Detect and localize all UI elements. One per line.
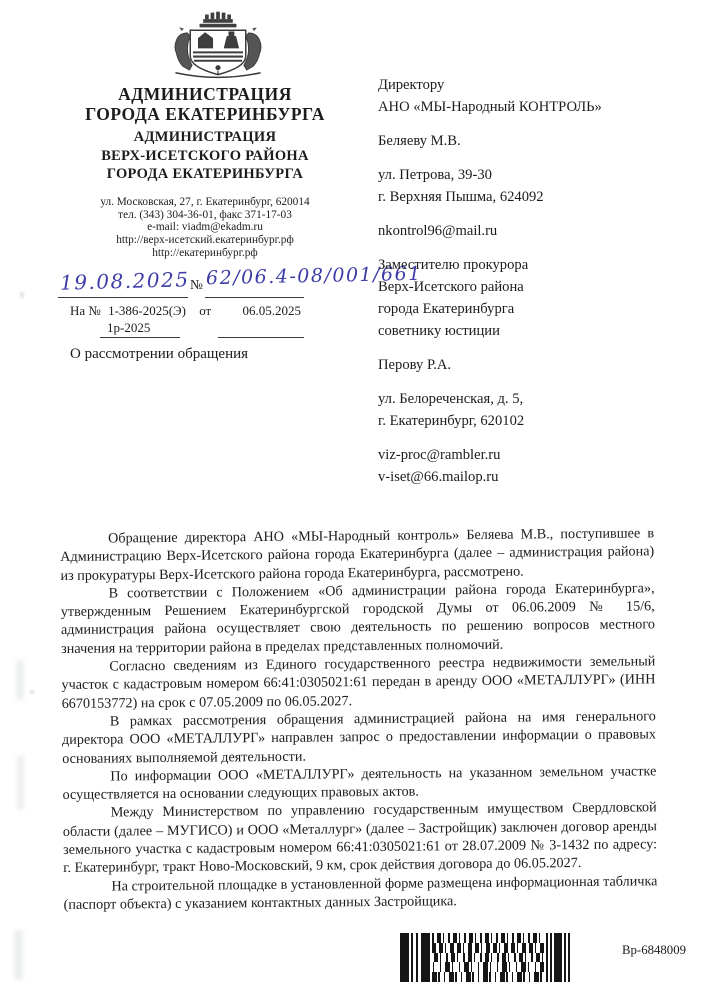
recipient-line: Перову Р.А. [378,357,452,373]
recipient-line: г. Екатеринбург, 620102 [378,413,525,429]
body-paragraph: Между Министерством по управлению государственным имуществом Свердловской области (далее – МУГИСО) и ООО «Металлург» (далее – Застройщик) заключен договор аренды земельного участка с кадастровым номером 66:41:0305021:61 от 28.07.2009 № 3-1432 по адресу: г. Екатеринбург, тракт Ново-Московский, 9 км, срок действия договора до 06.05.2027. [62,799,658,877]
letterhead-contacts [40,196,370,260]
letterhead-email: e-mail: viadm@ekadm.ru [147,221,263,234]
letterhead-address: ул. Московская, 27, г. Екатеринбург, 620014 [100,196,310,208]
number-sign: № [190,277,203,292]
barcode-start-pattern [400,933,432,982]
letter-body [60,524,658,914]
subject-line: О рассмотрении обращения [70,346,249,362]
scan-speck [20,292,24,298]
body-paragraph: По информации ООО «МЕТАЛЛУРГ» деятельность на указанном земельном участке осуществляется на основании следующих правовых актов. [62,763,657,804]
barcode-stop-pattern [544,933,570,982]
coat-of-arms-icon [143,8,293,82]
reply-number-second: 1р-2025 [107,320,151,335]
recipients-block [378,74,703,488]
from-label: от [199,303,212,318]
recipient-blank [378,376,703,388]
recipient-line: г. Верхняя Пышма, 624092 [378,189,544,205]
scan-speck [30,690,34,694]
recipient-line: Верх-Исетского района [378,279,524,295]
recipient-email: nkontrol96@mail.ru [378,223,498,239]
org-district-line2: ВЕРХ-ИСЕТСКОГО РАЙОНА [101,147,309,164]
body-paragraph: Обращение директора АНО «МЫ-Народный контроль» Беляева М.В., поступившее в Администрацию Верх-Исетского района города Екатеринбурга (далее – администрация района) из прокуратуры Верх-Исетского района города Екатеринбурга, рассмотрено. [60,525,655,584]
reply-label: На № [70,303,101,318]
recipient-line: советнику юстиции [378,323,500,339]
org-district-line3: ГОРОДА ЕКАТЕРИНБУРГА [106,166,304,182]
document-code: Вр-6848009 [622,943,686,957]
reply-date: 06.05.2025 [242,303,301,318]
recipient-blank [378,118,703,130]
body-paragraph: В соответствии с Положением «Об администрации района города Екатеринбурга», утвержденным Решением Екатеринбургской городской Думы от 06.06.2009 № 15/6, администрация района осуществляет свою деятельность по решению вопросов местного значения на территории района в пределах представленных полномочий. [60,580,656,657]
recipient-email: viz-proc@rambler.ru [378,447,501,463]
recipient-line: Беляеву М.В. [378,133,461,149]
recipient-blank [378,432,703,444]
letterhead-phone: тел. (343) 304-36-01, факс 371-17-03 [118,208,292,221]
pdf417-barcode-icon [400,933,570,982]
body-paragraph: На строительной площадке в установленной форме размещена информационная табличка (паспорт объекта) с указанием контактных данных Застройщика. [63,872,658,913]
recipient-line: города Екатеринбурга [378,301,515,317]
recipient-line: ул. Белореченская, д. 5, [378,391,524,407]
org-city-title [40,84,370,124]
recipient-blank [378,152,703,164]
recipient-blank [378,342,703,354]
recipient-line: ул. Петрова, 39-30 [378,167,492,183]
reply-number: 1-386-2025(Э) [108,303,186,318]
date-underline [58,297,188,298]
number-underline [205,297,304,298]
scan-smudge [16,660,24,700]
org-city-line2: ГОРОДА ЕКАТЕРИНБУРГА [85,104,325,124]
recipient-line: Директору [378,77,445,93]
incoming-reference-row [70,303,301,319]
scan-smudge [17,755,24,810]
body-paragraph: В рамках рассмотрения обращения администрацией района на имя генерального директора ООО «МЕТАЛЛУРГ» направлен запрос о предоставлении информации о правовых основаниях выполняемой деятельности. [61,708,657,767]
recipient-blank [378,242,703,254]
recipient-line: АНО «МЫ-Народный КОНТРОЛЬ» [378,99,602,115]
scan-smudge [14,930,23,980]
letterhead-site2: http://екатеринбург.рф [152,246,258,259]
letterhead-site1: http://верх-исетский.екатеринбург.рф [116,234,294,247]
recipient-email: v-iset@66.mailop.ru [378,469,499,485]
org-city-line1: АДМИНИСТРАЦИЯ [118,84,292,104]
reply-number-underline [100,337,180,338]
body-paragraph: Согласно сведениям из Единого государственного реестра недвижимости земельный участок с кадастровым номером 66:41:0305021:61 передан в аренду ООО «МЕТАЛЛУРГ» (ИНН 6670153772) на срок с 07.05.2009 по 06.05.2027. [61,653,656,712]
recipient-blank [378,208,703,220]
handwritten-outgoing-number: 62/06.4-08/001/661 [205,262,423,290]
handwritten-date: 19.08.2025 [59,267,190,295]
org-district-title [40,128,370,184]
recipient-line: Заместителю прокурора [378,257,529,273]
reply-date-underline [218,337,304,338]
org-district-line1: АДМИНИСТРАЦИЯ [133,129,277,145]
